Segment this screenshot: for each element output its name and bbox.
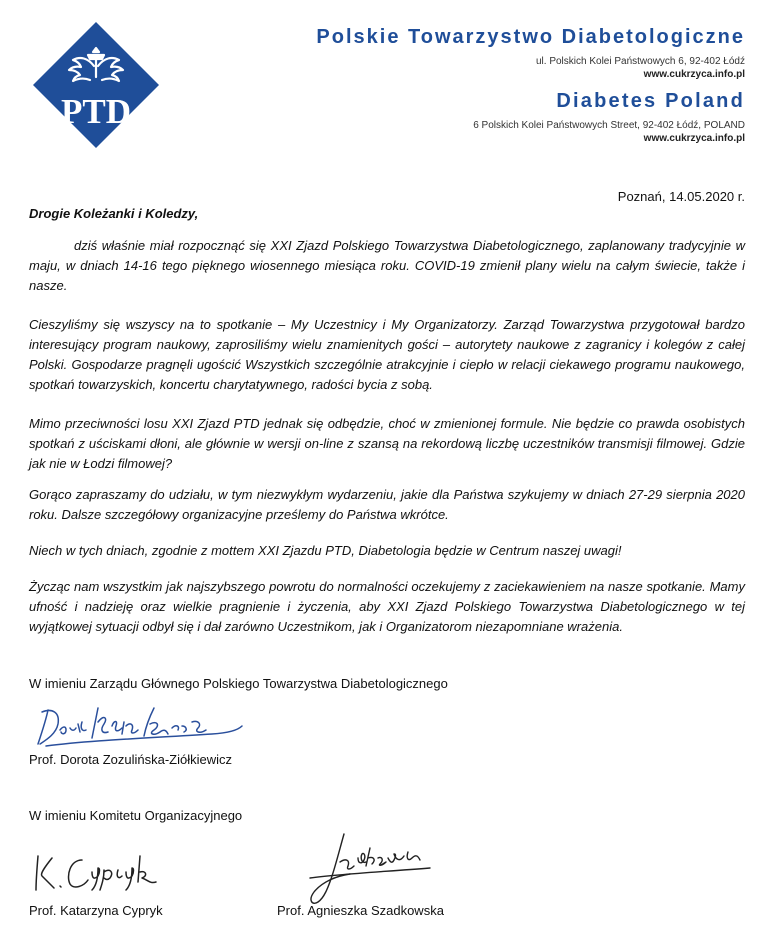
letter-paragraph-4: Gorąco zapraszamy do udziału, w tym niezwykłym wydarzeniu, jakie dla Państwa szykujemy w dniach 27-29 sierpnia 2020 roku. Dalsze szczegółowy organizacyjne prześlemy do Państwa wkrótce.	[29, 487, 745, 522]
ptd-logo	[33, 22, 159, 148]
signature-committee-1-icon	[30, 846, 170, 898]
committee-closing-line: W imieniu Komitetu Organizacyjnego	[29, 808, 243, 823]
letter-paragraph-3: Mimo przeciwności losu XXI Zjazd PTD jednak się odbędzie, choć w zmienionej formule. Nie będzie co prawda osobistych spotkań z uściskami dłoni, ale głównie w wersji on-line z szansą na rekordową liczbę uczestników transmisji filmowej. Gdzie jak nie w Łodzi filmowej?	[29, 416, 745, 471]
letter-paragraph-6: Życząc nam wszystkim jak najszybszego powrotu do normalności oczekujemy z zaciekawieniem na nasze spotkanie. Mamy ufność i nadzieję oraz wielkie pragnienie i życzenia, aby XXI Zjazd Polskiego Towarzystwa Diabetologicznego w tej wyjątkowej sytuacji odbył się i dał zarówno Uczestnikom, jak i Organizatorom niezapomniane wrażenia.	[29, 579, 745, 634]
signatory-committee-1-name: Prof. Katarzyna Cypryk	[29, 903, 163, 918]
letter-paragraph-2: Cieszyliśmy się wszyscy na to spotkanie – My Uczestnicy i My Organizatorzy. Zarząd Towarzystwa przygotował bardzo interesujący program naukowy, zaprosiliśmy wielu znamienitych gości – autorytety naukowe z zagranicy i kolegów z całej Polski. Gospodarze pragnęli ugościć Wszystkich szczególnie atrakcyjnie i ciepło w relacji ciekawego programu naukowego, spotkań towarzyskich, koncertu charytatywnego, radości bycia z sobą.	[29, 317, 745, 392]
letter-paragraph-1: dziś właśnie miał rozpocznąć się XXI Zjazd Polskiego Towarzystwa Diabetologicznego, zaplanowany tradycyjnie w maju, w dniach 14-16 tego pięknego wiosennego miesiąca roku. COVID-19 zmienił plany wielu na całym świecie, także i nasze.	[29, 238, 745, 293]
logo-text: PTD	[61, 92, 131, 131]
letter-date: Poznań, 14.05.2020 r.	[617, 189, 745, 204]
org-website-en[interactable]: www.cukrzyca.info.pl	[643, 133, 745, 144]
org-address-en: 6 Polskich Kolei Państwowych Street, 92-402 Łódź, POLAND	[473, 120, 745, 131]
letter-salutation: Drogie Koleżanki i Koledzy,	[29, 206, 199, 221]
org-name-pl: Polskie Towarzystwo Diabetologiczne	[316, 26, 745, 48]
letter-paragraph-5: Niech w tych dniach, zgodnie z mottem XXI Zjazdu PTD, Diabetologia będzie w Centrum naszej uwagi!	[29, 543, 622, 558]
org-name-en: Diabetes Poland	[556, 90, 745, 112]
org-website-pl[interactable]: www.cukrzyca.info.pl	[643, 69, 745, 80]
org-address-pl: ul. Polskich Kolei Państwowych 6, 92-402 Łódź	[535, 56, 745, 67]
board-closing-line: W imieniu Zarządu Głównego Polskiego Towarzystwa Diabetologicznego	[29, 676, 448, 691]
signature-committee-2-icon	[280, 828, 445, 908]
signature-board-icon	[32, 700, 247, 752]
signatory-committee-2-name: Prof. Agnieszka Szadkowska	[277, 903, 444, 918]
signatory-board-name: Prof. Dorota Zozulińska-Ziółkiewicz	[29, 752, 233, 767]
